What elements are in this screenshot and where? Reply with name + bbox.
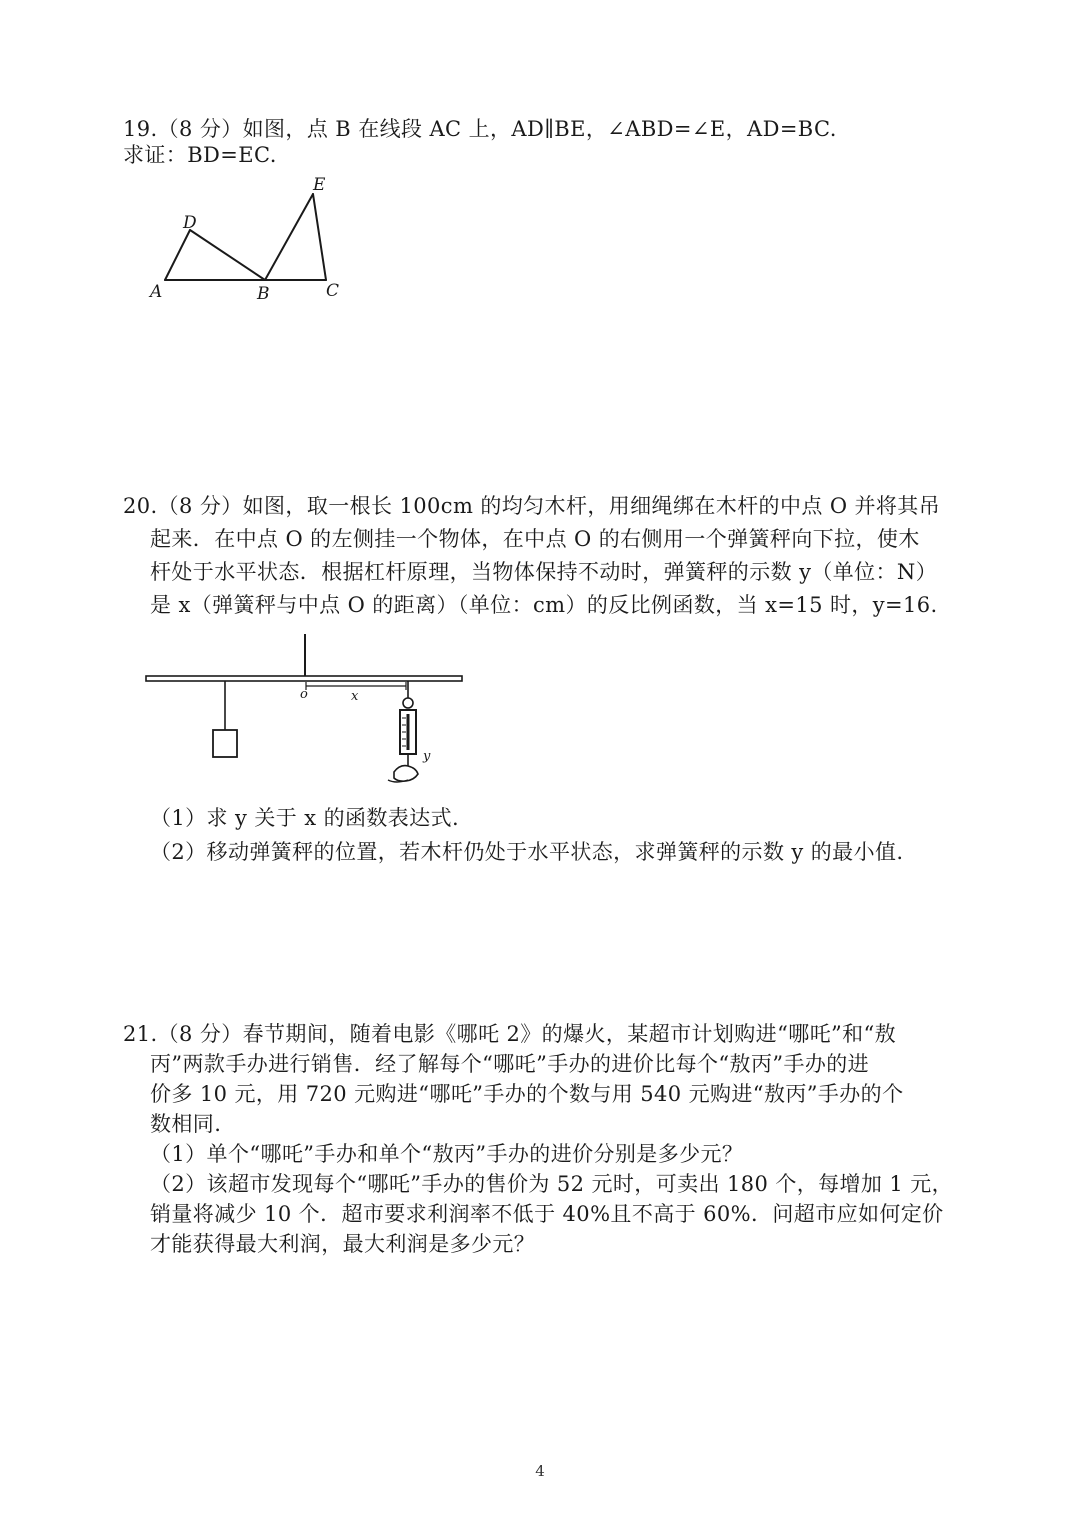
- q20-lever-figure: [140, 630, 470, 790]
- label-o: o: [300, 687, 308, 702]
- hand-icon: [394, 766, 418, 782]
- q21-line-4: 数相同.: [150, 1112, 222, 1136]
- q20-line-1: 20.（8 分）如图，取一根长 100cm 的均匀木杆，用细绳绑在木杆的中点 O 并将其吊: [123, 494, 941, 518]
- segment-be: [265, 194, 313, 280]
- label-d: D: [183, 213, 197, 233]
- q20-line-2: 起来．在中点 O 的左侧挂一个物体，在中点 O 的右侧用一个弹簧秤向下拉，使木: [150, 527, 920, 551]
- label-c: C: [326, 281, 340, 301]
- q21-sub-2-line-2: 销量将减少 10 个．超市要求利润率不低于 40%且不高于 60%．问超市应如何定价: [150, 1202, 944, 1226]
- q20-sub-2: （2）移动弹簧秤的位置，若木杆仍处于水平状态，求弹簧秤的示数 y 的最小值.: [150, 840, 904, 864]
- page-number: 4: [535, 1462, 545, 1480]
- q21-line-3: 价多 10 元，用 720 元购进“哪吒”手办的个数与用 540 元购进“敖丙”手办的个: [150, 1082, 904, 1106]
- label-a: A: [150, 282, 163, 302]
- segment-db: [190, 230, 265, 280]
- label-e: E: [313, 175, 326, 195]
- q20-line-4: 是 x（弹簧秤与中点 O 的距离）（单位：cm）的反比例函数，当 x=15 时，y=16.: [150, 593, 938, 617]
- wooden-rod: [146, 676, 462, 681]
- label-y: y: [423, 749, 431, 764]
- hanging-object: [213, 730, 237, 757]
- segment-ec: [313, 194, 326, 280]
- label-x: x: [351, 689, 359, 704]
- q21-sub-2-line-3: 才能获得最大利润，最大利润是多少元？: [150, 1232, 536, 1256]
- q20-line-3: 杆处于水平状态．根据杠杆原理，当物体保持不动时，弹簧秤的示数 y（单位：N）: [150, 560, 938, 584]
- q21-sub-1: （1）单个“哪吒”手办和单个“敖丙”手办的进价分别是多少元？: [150, 1142, 744, 1166]
- q19-triangle-figure: [140, 172, 360, 307]
- q19-line-2: 求证：BD=EC.: [123, 143, 277, 167]
- label-b: B: [257, 284, 270, 304]
- q21-line-1: 21.（8 分）春节期间，随着电影《哪吒 2》的爆火，某超市计划购进“哪吒”和“敖: [123, 1022, 897, 1046]
- q21-sub-2-line-1: （2）该超市发现每个“哪吒”手办的售价为 52 元时，可卖出 180 个，每增加 1 元，: [150, 1172, 954, 1196]
- q21-line-2: 丙”两款手办进行销售．经了解每个“哪吒”手办的进价比每个“敖丙”手办的进: [150, 1052, 870, 1076]
- segment-ad: [165, 230, 190, 280]
- q20-sub-1: （1）求 y 关于 x 的函数表达式.: [150, 806, 460, 830]
- q19-line-1: 19.（8 分）如图，点 B 在线段 AC 上，AD∥BE，∠ABD=∠E，AD=BC.: [123, 117, 837, 141]
